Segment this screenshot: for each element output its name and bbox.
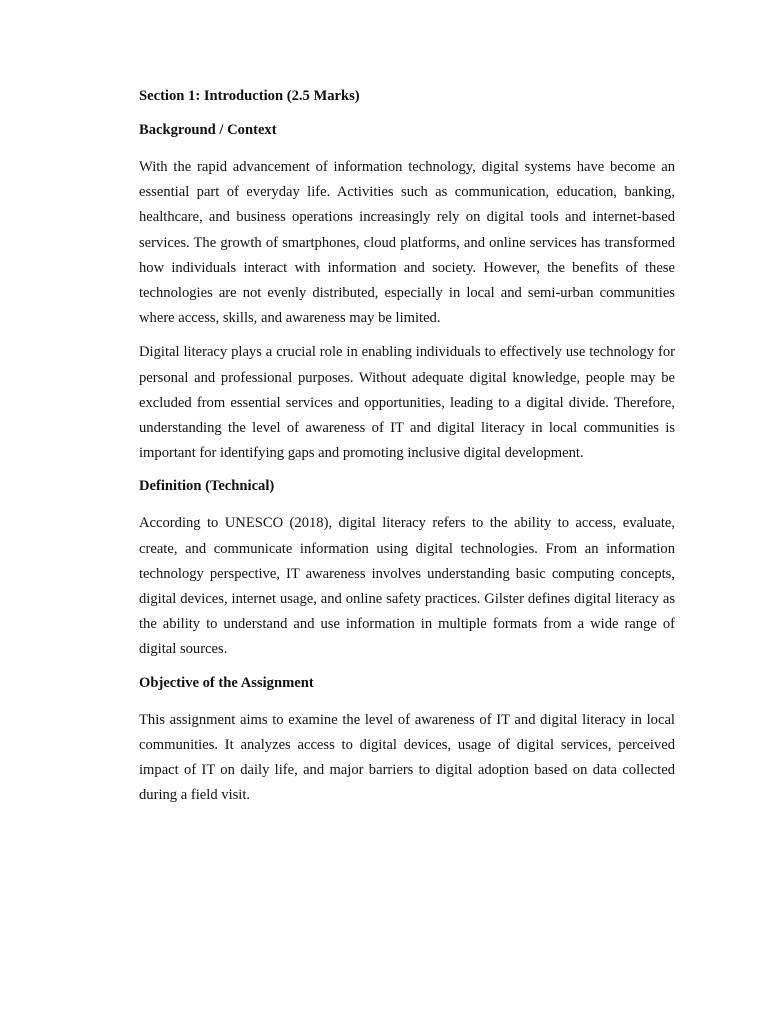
definition-heading: Definition (Technical): [139, 478, 275, 495]
background-paragraph-1: With the rapid advancement of information technology, digital systems have become an essential part of everyday life. Activities such as communication, education, banking, healthcare, and business operations increasingly rely on digital tools and internet-based services. The growth of smartphones, cloud platforms, and online services has transformed how individuals interact with information and society. However, the benefits of these technologies are not evenly distributed, especially in local and semi-urban communities where access, skills, and awareness may be limited.: [139, 159, 675, 327]
definition-paragraph: According to UNESCO (2018), digital literacy refers to the ability to access, evaluate, create, and communicate information using digital technologies. From an information technology perspective, IT awareness involves understanding basic computing concepts, digital devices, internet usage, and online safety practices. Gilster defines digital literacy as the ability to understand and use information in multiple formats from a wide range of digital sources.: [139, 515, 675, 658]
objective-paragraph: This assignment aims to examine the level of awareness of IT and digital literacy in local communities. It analyzes access to digital devices, usage of digital services, perceived impact of IT on daily life, and major barriers to digital adoption based on data collected during a field visit.: [139, 711, 675, 804]
background-paragraph-2: Digital literacy plays a crucial role in enabling individuals to effectively use technology for personal and professional purposes. Without adequate digital knowledge, people may be excluded from essential services and opportunities, leading to a digital divide. Therefore, understanding the level of awareness of IT and digital literacy in local communities is important for identifying gaps and promoting inclusive digital development.: [139, 344, 675, 462]
section-title: Section 1: Introduction (2.5 Marks): [139, 88, 360, 104]
objective-heading: Objective of the Assignment: [139, 674, 314, 691]
document-page: [139, 86, 675, 817]
background-heading: Background / Context: [139, 122, 277, 138]
